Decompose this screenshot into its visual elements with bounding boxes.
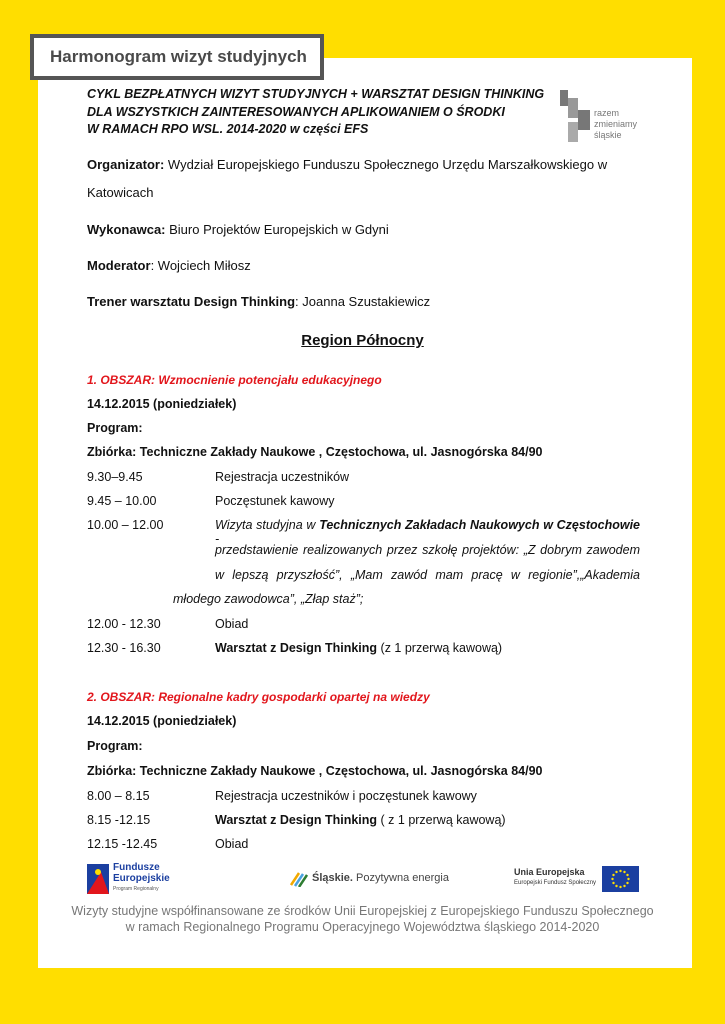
area-1-program-label: Program: <box>87 421 143 435</box>
visit-desc-line-1 <box>215 518 640 546</box>
moderator-line <box>87 258 251 273</box>
visit-desc-line-3: w lepszą przyszłość”, „Mam zawód mam pracę w regionie”,„Akademia <box>215 568 640 582</box>
schedule-row <box>87 617 642 639</box>
schedule-desc: Obiad <box>215 617 249 631</box>
organizer-value: Wydział Europejskiego Funduszu Społecznego Urzędu Marszałkowskiego w <box>164 157 608 172</box>
visit-desc-1a: Wizyta studyjna w <box>215 518 320 532</box>
schedule-row <box>87 641 642 663</box>
visit-desc-line-2: przedstawienie realizowanych przez szkołę projektów: „Z dobrym zawodem <box>215 543 640 557</box>
schedule-desc: Poczęstunek kawowy <box>215 494 335 508</box>
slaskie-name: Śląskie. <box>312 872 353 884</box>
footer-funding-note <box>0 903 725 935</box>
logo-line-3: śląskie <box>594 130 622 140</box>
headline <box>87 86 547 139</box>
schedule-desc-rest: (z 1 przerwą kawową) <box>377 641 503 655</box>
slaskie-mark-icon <box>558 88 592 146</box>
fundusze-europejskie-logo <box>87 862 207 896</box>
razem-zmieniamy-slaskie-logo <box>558 88 648 148</box>
logo-line-2: zmieniamy <box>594 119 638 129</box>
footer-text-line-1: Wizyty studyjne współfinansowane ze środków Unii Europejskiej z Europejskiego Funduszu Społecznego <box>71 904 654 918</box>
region-heading: Region Północny <box>301 332 424 349</box>
schedule-desc-bold: Warsztat z Design Thinking <box>215 641 378 655</box>
headline-line-2: DLA WSZYSTKICH ZAINTERESOWANYCH APLIKOWANIEM O ŚRODKI <box>87 104 505 119</box>
trainer-line <box>87 294 430 309</box>
moderator-label: Moderator <box>87 258 151 273</box>
schedule-row <box>87 789 642 811</box>
trainer-label: Trener warsztatu Design Thinking <box>87 294 296 309</box>
schedule-time: 9.45 – 10.00 <box>87 494 157 508</box>
footer-logos <box>87 862 647 896</box>
schedule-time: 8.15 -12.15 <box>87 813 151 827</box>
ue-line-2: Europejski Fundusz Społeczny <box>514 880 597 886</box>
schedule-row <box>87 470 642 492</box>
organizer-value-2: Katowicach <box>87 185 154 200</box>
eu-flag-icon <box>602 866 639 892</box>
schedule-time: 12.15 -12.45 <box>87 837 158 851</box>
area-1-title: 1. OBSZAR: Wzmocnienie potencjału edukacyjnego <box>87 373 382 387</box>
organizer-line <box>87 157 607 172</box>
schedule-row <box>87 813 642 835</box>
footer-text-line-2: w ramach Regionalnego Programu Operacyjnego Województwa śląskiego 2014-2020 <box>125 920 600 934</box>
schedule-desc: Rejestracja uczestników <box>215 470 350 484</box>
page-title: Harmonogram wizyt studyjnych <box>50 47 307 66</box>
schedule-desc: Obiad <box>215 837 249 851</box>
slaskie-tag: Pozytywna energia <box>352 872 449 884</box>
area-2-program-label: Program: <box>87 739 143 753</box>
slaskie-pozytywna-energia-logo <box>290 870 450 890</box>
eu-stars-icon <box>602 866 639 892</box>
schedule-desc: Rejestracja uczestników i poczęstunek kawowy <box>215 789 477 803</box>
headline-line-1: CYKL BEZPŁATNYCH WIZYT STUDYJNYCH + WARSZTAT DESIGN THINKING <box>87 87 545 101</box>
area-2-meeting-point: Zbiórka: Techniczne Zakłady Naukowe , Częstochowa, ul. Jasnogórska 84/90 <box>87 764 543 778</box>
area-1-date: 14.12.2015 (poniedziałek) <box>87 397 237 411</box>
logo-line-1: razem <box>594 108 620 118</box>
visit-desc-line-4: młodego zawodowca”, „Złap staż”; <box>173 592 364 606</box>
schedule-row <box>87 494 642 516</box>
schedule-time: 8.00 – 8.15 <box>87 789 150 803</box>
fundusze-europejskie-icon <box>87 864 109 894</box>
page-title-box <box>30 34 324 80</box>
schedule-desc-bold: Warsztat z Design Thinking <box>215 813 378 827</box>
visit-desc-1c: - <box>215 532 220 546</box>
contractor-value: Biuro Projektów Europejskich w Gdyni <box>165 222 389 237</box>
area-1-meeting-point: Zbiórka: Techniczne Zakłady Naukowe , Częstochowa, ul. Jasnogórska 84/90 <box>87 445 543 459</box>
fe-line-2: Europejskie <box>113 873 170 884</box>
schedule-time: 10.00 – 12.00 <box>87 518 164 532</box>
area-2-date: 14.12.2015 (poniedziałek) <box>87 714 237 728</box>
fe-line-3: Program Regionalny <box>113 886 159 892</box>
schedule-time: 12.30 - 16.30 <box>87 641 161 655</box>
trainer-value: : Joanna Szustakiewicz <box>295 294 431 309</box>
schedule-time: 12.00 - 12.30 <box>87 617 161 631</box>
contractor-line <box>87 222 389 237</box>
unia-europejska-logo <box>507 864 642 896</box>
organizer-label: Organizator: <box>87 157 165 172</box>
schedule-desc <box>215 641 502 655</box>
schedule-desc-rest: ( z 1 przerwą kawową) <box>377 813 506 827</box>
visit-desc-1b: Technicznych Zakładach Naukowych w Częstochowie <box>319 518 640 532</box>
headline-line-3: W RAMACH RPO WSL. 2014-2020 w części EFS <box>87 122 369 136</box>
area-2-title: 2. OBSZAR: Regionalne kadry gospodarki opartej na wiedzy <box>87 690 430 704</box>
ue-line-1: Unia Europejska <box>514 867 585 877</box>
schedule-time: 9.30–9.45 <box>87 470 143 484</box>
moderator-value: : Wojciech Miłosz <box>150 258 251 273</box>
fe-line-1: Fundusze <box>113 862 160 873</box>
organizer-line-2 <box>87 185 153 200</box>
slaskie-energy-icon <box>290 871 308 887</box>
schedule-desc <box>215 813 506 827</box>
contractor-label: Wykonawca: <box>87 222 166 237</box>
schedule-row <box>87 837 642 859</box>
